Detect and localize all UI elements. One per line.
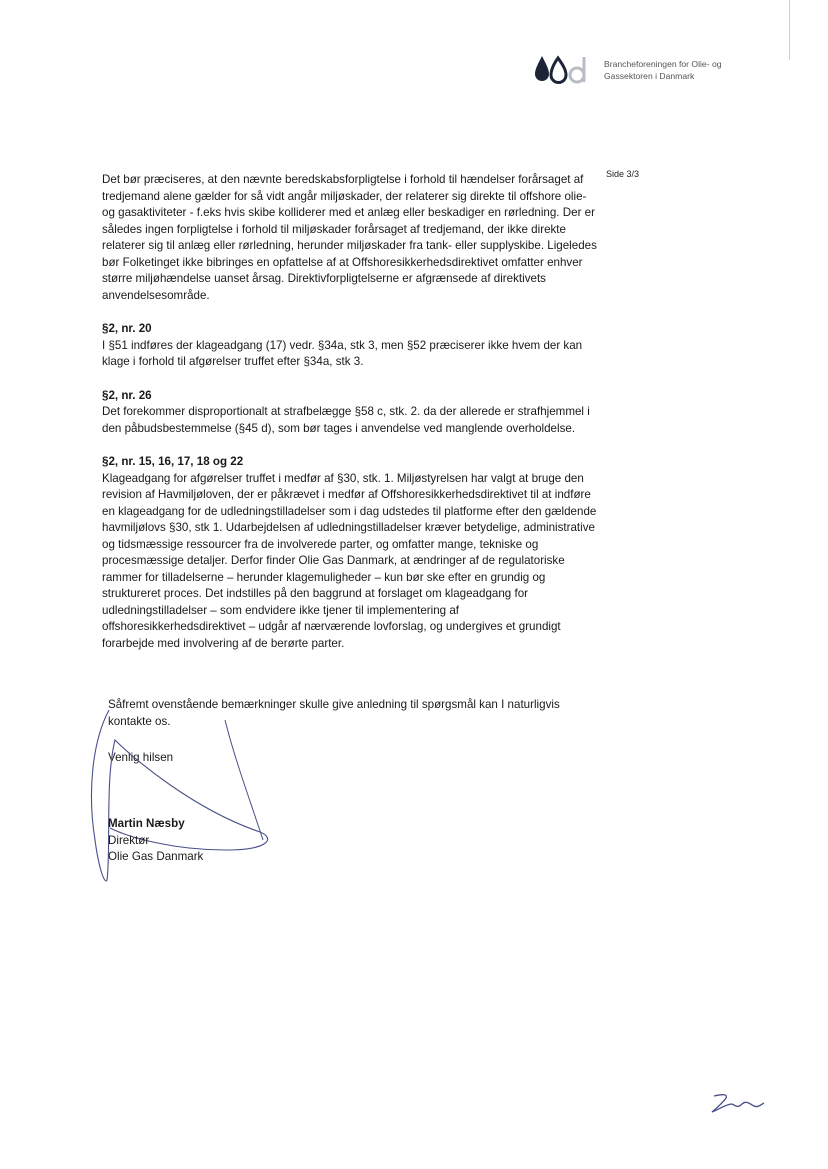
org-line-1: Brancheforeningen for Olie- og (604, 59, 722, 69)
section-heading-nr15-22: §2, nr. 15, 16, 17, 18 og 22 (102, 455, 244, 468)
org-line-2: Gassektoren i Danmark (604, 71, 695, 81)
letter-body (102, 172, 602, 652)
signatory-title: Direktør (108, 833, 150, 847)
handwritten-signature (75, 700, 285, 895)
signatory-name: Martin Næsby (108, 817, 185, 830)
section-heading-nr26: §2, nr. 26 (102, 388, 152, 402)
greeting: Venlig hilsen (108, 751, 174, 764)
signatory-organization: Olie Gas Danmark (108, 850, 204, 863)
closing-text: Såfremt ovenstående bemærkninger skulle give anledning til spørgsmål kan I naturligvis kontakte os. (108, 698, 560, 728)
section-text-nr20: I §51 indføres der klageadgang (17) vedr. §34a, stk 3, men §52 præciserer ikke hvem der kan klage i forhold til afgørelser truffet efter §34a, stk 3. (102, 338, 583, 368)
signature-block (108, 816, 203, 866)
section-heading-nr20: §2, nr. 20 (102, 322, 152, 335)
organization-name (604, 58, 722, 82)
intro-paragraph: Det bør præciseres, at den nævnte beredskabsforpligtelse i forhold til hændelser forårsaget af tredjemand alene gælder for så vidt angår miljøskader, der relaterer sig direkte til offshore olie- og gasaktiviteter - f.eks hvis skibe kolliderer med et anlæg eller beskadiger en rørledning. Der er således ingen forpligtelse i forhold til miljøskader forårsaget af tredjemand, der ikke direkte relaterer sig til anlæg eller rørledning, herunder miljøskader fra tank- eller supplyskibe. Ligeledes bør Folketinget ikke bibringes en opfattelse af at Offshoresikkerhedsdirektivet omfatter enhver større miljøhændelse uanset årsag. Direktivforpligtelserne er afgrænsede af direktivets anvendelsesområde. (102, 173, 597, 302)
section-text-nr15-22: Klageadgang for afgørelser truffet i medfør af §30, stk. 1. Miljøstyrelsen har valgt at bruge den revision af Havmiljøloven, der er påkrævet i medfør af Offshoresikkerhedsdirektivet til at indføre en klageadgang for de udledningstilladelser som i dag udstedes til platforme efter den gældende havmiljølovs §30, stk 1. Udarbejdelsen af udledningstilladelser kræver betydelige, administrative og tidsmæssige ressourcer fra de involverede parter, og omfatter mange, tekniske og procesmæssige detaljer. Derfor finder Olie Gas Danmark, at ændringer af de regulatoriske rammer for tilladelserne – herunder klagemuligheder – kun bør ske efter en grundig og struktureret proces. Det indstilles på den baggrund at forslaget om klageadgang for udledningstilladelser – som endvidere ikke tjener til implementering af offshoresikkerhedsdirektivet – udgår af nærværende lovforslag, og undergives et grundigt forarbejde med involvering af de berørte parter. (102, 471, 597, 650)
odd-logo (534, 52, 594, 86)
page-number: Side 3/3 (606, 169, 640, 179)
handwritten-initials (708, 1088, 768, 1118)
page-edge-line (789, 0, 790, 60)
section-text-nr26: Det forekommer disproportionalt at strafbelægge §58 c, stk. 2. da der allerede er strafhjemmel i den påbudsbestemmelse (§45 d), som bør tages i anvendelse ved manglende overholdelse. (102, 405, 590, 435)
